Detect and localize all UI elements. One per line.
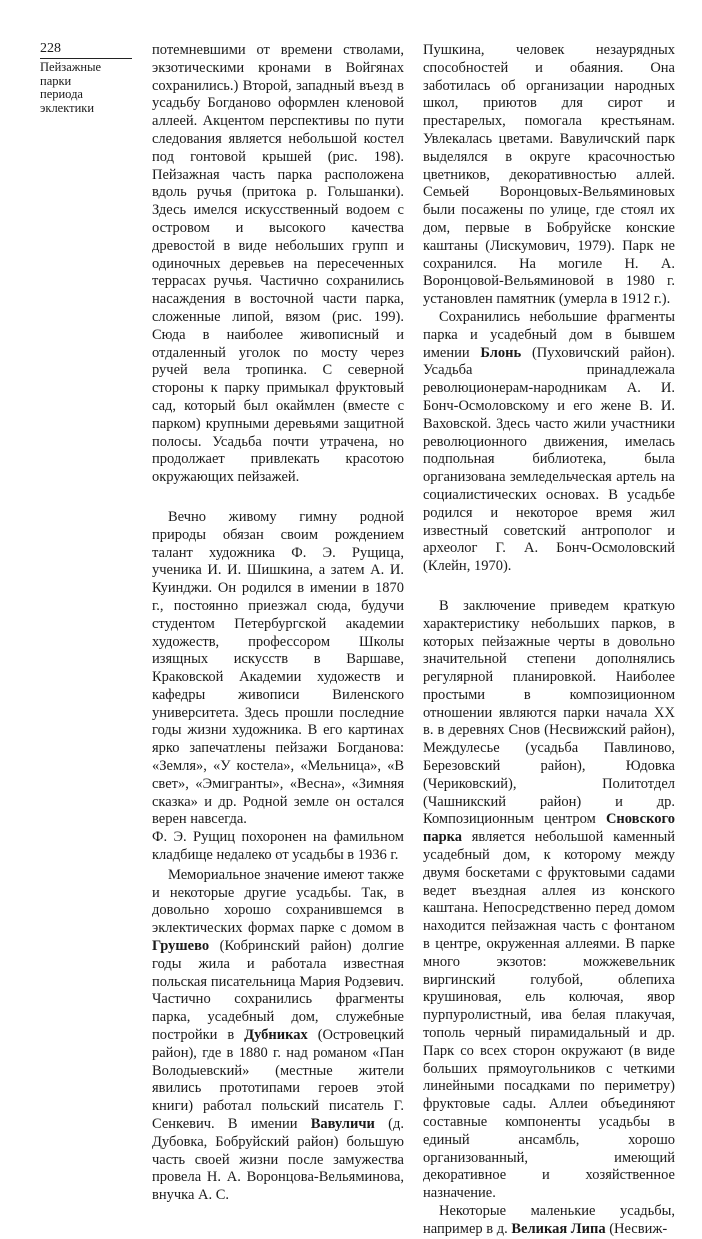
text-run: (Кобринский район) долгие годы жила и работала известная польская писательница Мария Родзевич. Частично сохранились фрагменты парка, усадебный дом, служебные постройки в <box>152 938 404 1044</box>
section-marker-line: периода <box>40 87 83 101</box>
place-name: Грушево <box>152 938 210 955</box>
place-name: Блонь <box>480 344 522 361</box>
text-column-left <box>152 42 404 1205</box>
text-run: (Пуховичский район). Усадьба принадлежала революционерам-народникам А. И. Бонч-Осмоловскому и его жене В. И. Ваховской. Здесь часто жили участники революционного движения, имелась подпольная библиотека, была организована земледельческая артель на социалистических основах. В усадьбе родился и некоторое время жил известный советский антрополог и археолог Г. А. Бонч-Осмоловский (Клейн, 1970). <box>423 344 675 575</box>
paragraph: Ф. Э. Рущиц похоронен на фамильном кладбище недалеко от усадьбы в 1936 г. <box>152 829 404 864</box>
paragraph <box>423 598 675 1203</box>
text-run: (Несвиж- <box>605 1220 668 1237</box>
paragraph: Вечно живому гимну родной природы обязан своим рождением талант художника Ф. Э. Рущица, ученика И. И. Шишкина, а затем А. И. Куинджи. Он родился в имении в 1870 г., постоянно приезжал сюда, будучи студентом Петербургской академии художеств, профессором Школы изящных искусств в Варшаве, Краковской Академии художеств и кафедры живописи Виленского университета. Здесь прошли последние годы жизни художника. В его картинах ярко запечатлены пейзажи Богданова: «Земля», «У костела», «Мельница», «В свет», «Эмигранты», «Весна», «Зимняя сказка» и др. Родной земле он остался верен навсегда. <box>152 508 404 828</box>
text-run: (д. Дубовка, Бобруйский район) большую часть своей жизни после замужества провела Н. А. Воронцова-Вельяминова, внучка А. С. <box>152 1116 404 1204</box>
text-run: Мемориальное значение имеют также и некоторые другие усадьбы. Так, в довольно хорошо сохранившемся в эклектических формах парке с домом в <box>152 866 404 937</box>
paragraph <box>423 1203 675 1239</box>
text-run: (Островецкий район), где в 1880 г. над романом «Пан Володыевский» (местные жители явились прототипами героев этой книги) работал польский писатель Г. Сенкевич. В имении <box>152 1027 404 1133</box>
place-name: Вавуличи <box>310 1116 375 1133</box>
paragraph: потемневшими от времени стволами, экзотическими кронами в Войгянах сохранились.) Второй, западный въезд в усадьбу Богданово оформлен кленовой аллеей. Акцентом перспективы по пути следования является небольшой костел под гонтовой крышей (рис. 198). Пейзажная часть парка расположена вдоль ручья (притока р. Гольшанки). Здесь имелся искусственный водоем с островом и высокого качества древостой в виде небольших групп и одиночных деревьев на пересеченных террасах ручья. Частично сохранились насаждения в восточной части парка, сложенные липой, вязом (рис. 199). Сюда в наиболее живописный и отдаленный уголок по мосту через ручей вела тропинка. С северной стороны к парку примыкал фруктовый сад, который был окаймлен (вместе с парком) крупными деревьями защитной полосы. Усадьба почти утрачена, но продолжает привлекать красотою окружающих пейзажей. <box>152 42 404 486</box>
paragraph-gap <box>152 487 404 509</box>
section-marker-line: Пейзажные <box>40 60 102 74</box>
paragraph <box>423 309 675 576</box>
place-name: Великая Липа <box>511 1220 606 1237</box>
paragraph-gap <box>423 576 675 598</box>
text-run: Сохранились небольшие фрагменты парка и усадебный дом в бывшем имении <box>423 308 675 361</box>
text-run: является небольшой каменный усадебный дом, к которому между двумя боскетами с фруктовыми садами ведет въездная аллея из конского каштана. Непосредственно перед домом находится пейзажная часть с фонтаном в центре, окруженная аллеями. В парке много экзотов: можжевельник виргинский голубой, облепиха крушиновая, ель колючая, явор пурпуролистный, ива белая плакучая, тополь черный пирамидальный и др. Парк со всех сторон окружают (в виде больших прямоугольников с четкими линейными посадками по периметру) фруктовые сады. Аллеи объединяют составные компоненты усадьбы в единый ансамбль, хорошо организованный, имеющий декоративное и хозяйственное назначение. <box>423 829 675 1202</box>
section-marker <box>40 61 136 115</box>
page-number: 228 <box>40 41 61 56</box>
paragraph <box>152 867 404 1205</box>
text-run: Некоторые маленькие усадьбы, например в д. <box>423 1203 675 1237</box>
margin-column <box>40 42 136 115</box>
paragraph: Пушкина, человек незаурядных способностей и обаяния. Она заботилась об организации народных школ, приютов для сирот и престарелых, помогала крестьянам. Увлекалась цветами. Вавуличский парк выделялся в округе красочностью цветников, декоративностью аллей. Семьей Воронцовых-Вельяминовых были посажены по улице, где стоял их дом, первые в Бобруйске конские каштаны (Лискумович, 1979). Парк не сохранился. На могиле Н. А. Воронцовой-Вельяминовой в 1980 г. установлен памятник (умерла в 1912 г.). <box>423 42 675 308</box>
header-rule <box>40 58 132 59</box>
place-name: Сновского парка <box>423 811 675 846</box>
place-name: Дубниках <box>244 1027 308 1044</box>
section-marker-line: парки <box>40 73 72 88</box>
text-column-right <box>423 42 675 1239</box>
text-run: В заключение приведем краткую характеристику небольших парков, в которых пейзажные черты в довольно значительной степени дополнялись регулярной планировкой. Наиболее простыми в композиционном отношении являются парки начала XX в. в деревнях Снов (Несвижский район), Междулесье (усадьба Павлиново, Березовский район), Юдовка (Чериковский), Политотдел (Чашникский район) и др. Композиционным центром <box>423 597 675 828</box>
section-marker-line: эклектики <box>40 100 95 115</box>
